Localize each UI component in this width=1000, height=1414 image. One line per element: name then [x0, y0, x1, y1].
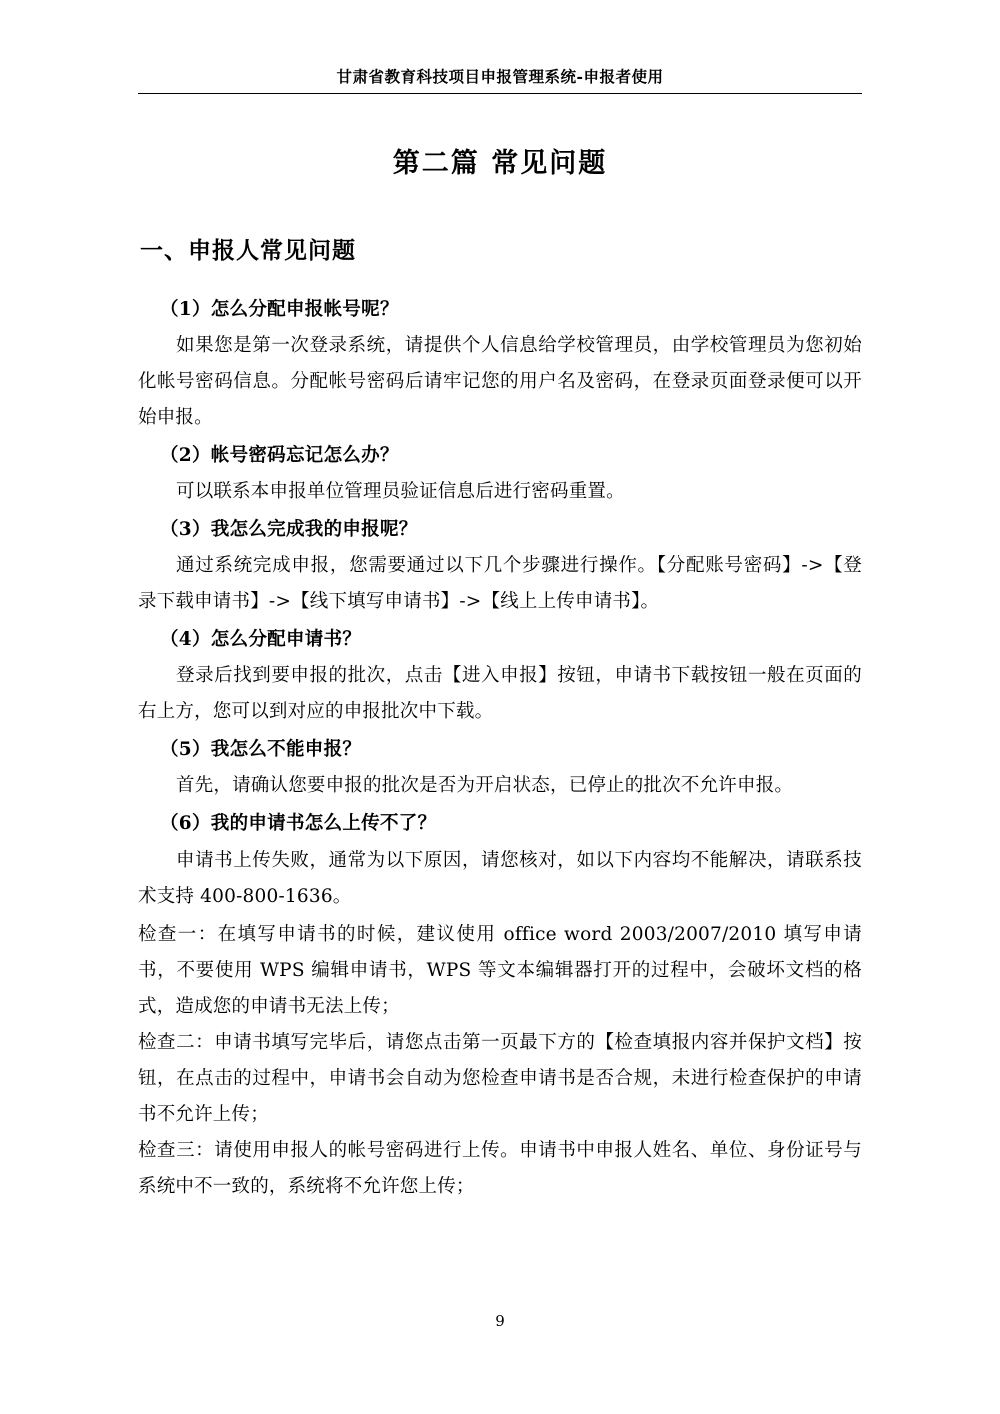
check-item: 检查三：请使用申报人的帐号密码进行上传。申请书中申报人姓名、单位、身份证号与系统中不一致的，系统将不允许您上传； [138, 1140, 862, 1198]
faq-answer: 登录后找到要申报的批次，点击【进入申报】按钮，申请书下载按钮一般在页面的右上方，您可以到对应的申报批次中下载。 [138, 665, 862, 723]
faq-answer: 通过系统完成申报，您需要通过以下几个步骤进行操作。【分配账号密码】->【登录下载申请书】->【线下填写申请书】->【线上上传申请书】。 [138, 555, 862, 613]
check-item: 检查一：在填写申请书的时候，建议使用 office word 2003/2007/2010 填写申请书，不要使用 WPS 编辑申请书，WPS 等文本编辑器打开的过程中，会破坏文档的格式，造成您的申请书无法上传； [138, 923, 862, 1017]
running-title: 甘肃省教育科技项目申报管理系统-申报者使用 [336, 67, 664, 86]
section-heading: 一、申报人常见问题 [140, 236, 356, 264]
faq-question: （5）我怎么不能申报？ [160, 739, 362, 761]
faq-question: （1）怎么分配申报帐号呢？ [160, 298, 399, 320]
faq-question: （4）怎么分配申请书？ [160, 629, 362, 651]
faq-question: （3）我怎么完成我的申报呢？ [160, 518, 418, 540]
faq-answer: 可以联系本申报单位管理员验证信息后进行密码重置。 [176, 480, 625, 502]
faq-list [138, 292, 862, 1206]
faq-question: （6）我的申请书怎么上传不了？ [160, 813, 437, 835]
header-divider [138, 93, 862, 94]
faq-answer: 如果您是第一次登录系统，请提供个人信息给学校管理员，由学校管理员为您初始化帐号密码信息。分配帐号密码后请牢记您的用户名及密码，在登录页面登录便可以开始申报。 [138, 334, 862, 428]
page-number: 9 [495, 1312, 505, 1330]
page-header [138, 0, 862, 94]
faq-answer: 申请书上传失败，通常为以下原因，请您核对，如以下内容均不能解决，请联系技术支持 400-800-1636。 [138, 849, 862, 907]
faq-answer: 首先，请确认您要申报的批次是否为开启状态，已停止的批次不允许申报。 [176, 775, 794, 797]
check-list [138, 917, 862, 1206]
faq-question: （2）帐号密码忘记怎么办？ [160, 444, 399, 466]
page-footer [0, 1312, 1000, 1330]
page-title: 第二篇 常见问题 [392, 147, 608, 179]
check-item: 检查二：申请书填写完毕后，请您点击第一页最下方的【检查填报内容并保护文档】按钮，在点击的过程中，申请书会自动为您检查申请书是否合规，未进行检查保护的申请书不允许上传； [138, 1031, 862, 1125]
